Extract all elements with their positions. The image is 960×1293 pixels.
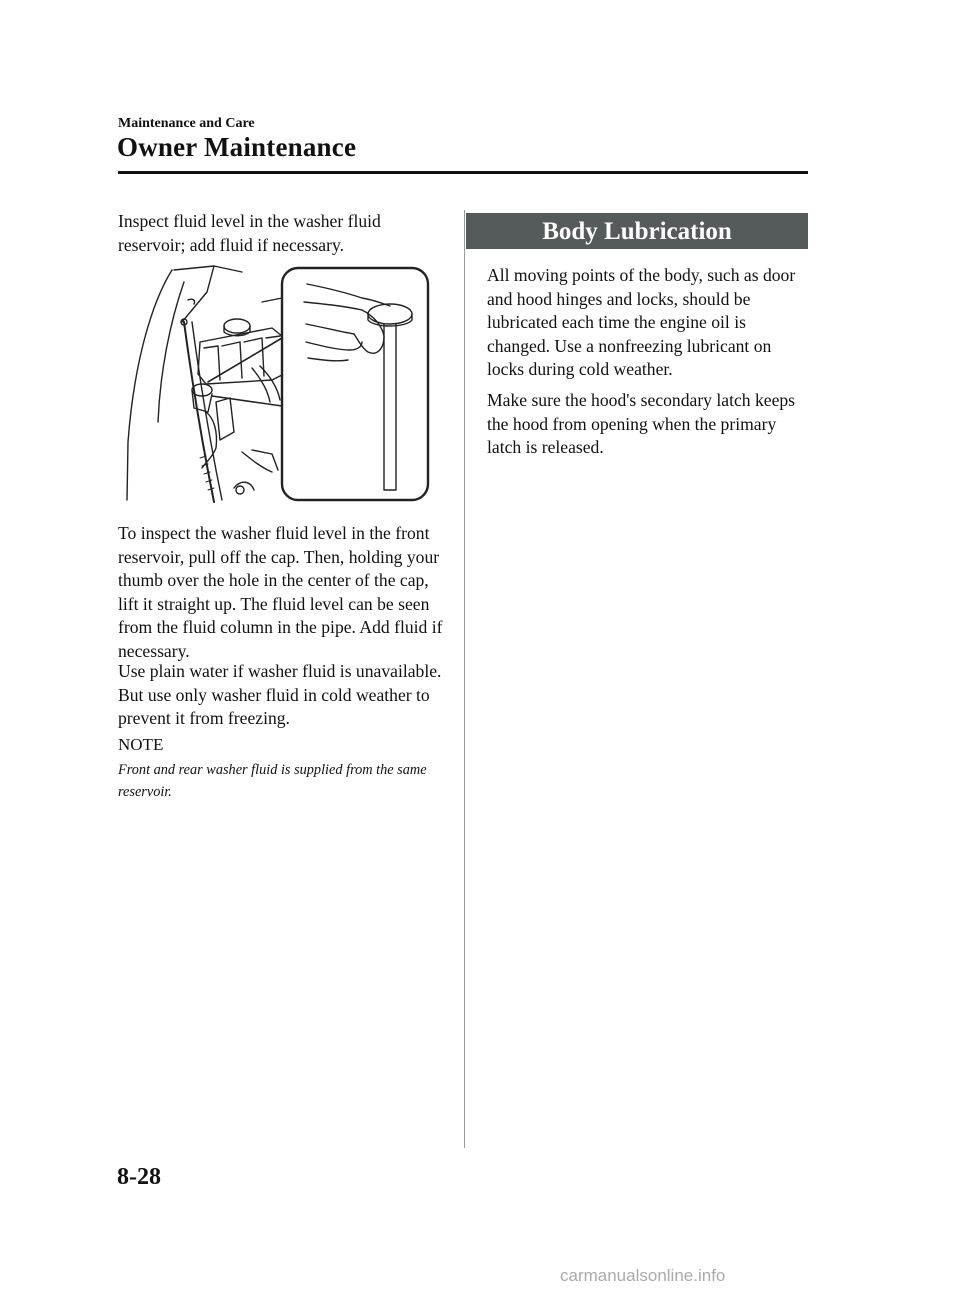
intro-paragraph: Inspect fluid level in the washer fluid reservoir; add fluid if necessary. <box>118 211 381 255</box>
section-label: Maintenance and Care <box>118 116 255 131</box>
page-title: Owner Maintenance <box>117 132 357 162</box>
page-number: 8-28 <box>117 1164 161 1190</box>
column-divider <box>464 210 465 1148</box>
section-heading: Body Lubrication <box>466 213 808 249</box>
watermark: carmanualsonline.info <box>560 1266 726 1285</box>
plain-water-paragraph: Use plain water if washer fluid is unavailable. But use only washer fluid in cold weather to prevent it from freezing. <box>118 661 442 728</box>
note-text: Front and rear washer fluid is supplied from the same reservoir. <box>118 762 427 800</box>
title-rule <box>118 171 808 174</box>
secondary-latch-paragraph: Make sure the hood's secondary latch keeps the hood from opening when the primary latch is released. <box>487 390 796 457</box>
inspect-paragraph: To inspect the washer fluid level in the front reservoir, pull off the cap. Then, holding your thumb over the hole in the center of the cap, lift it straight up. The fluid level can be seen from the fluid column in the pipe. Add fluid if necessary. <box>118 523 443 661</box>
body-lubrication-paragraph: All moving points of the body, such as door and hood hinges and locks, should be lubricated each time the engine oil is changed. Use a nonfreezing lubricant on locks during cold weather. <box>487 265 796 379</box>
washer-reservoir-illustration <box>122 262 432 506</box>
note-heading: NOTE <box>118 735 164 754</box>
